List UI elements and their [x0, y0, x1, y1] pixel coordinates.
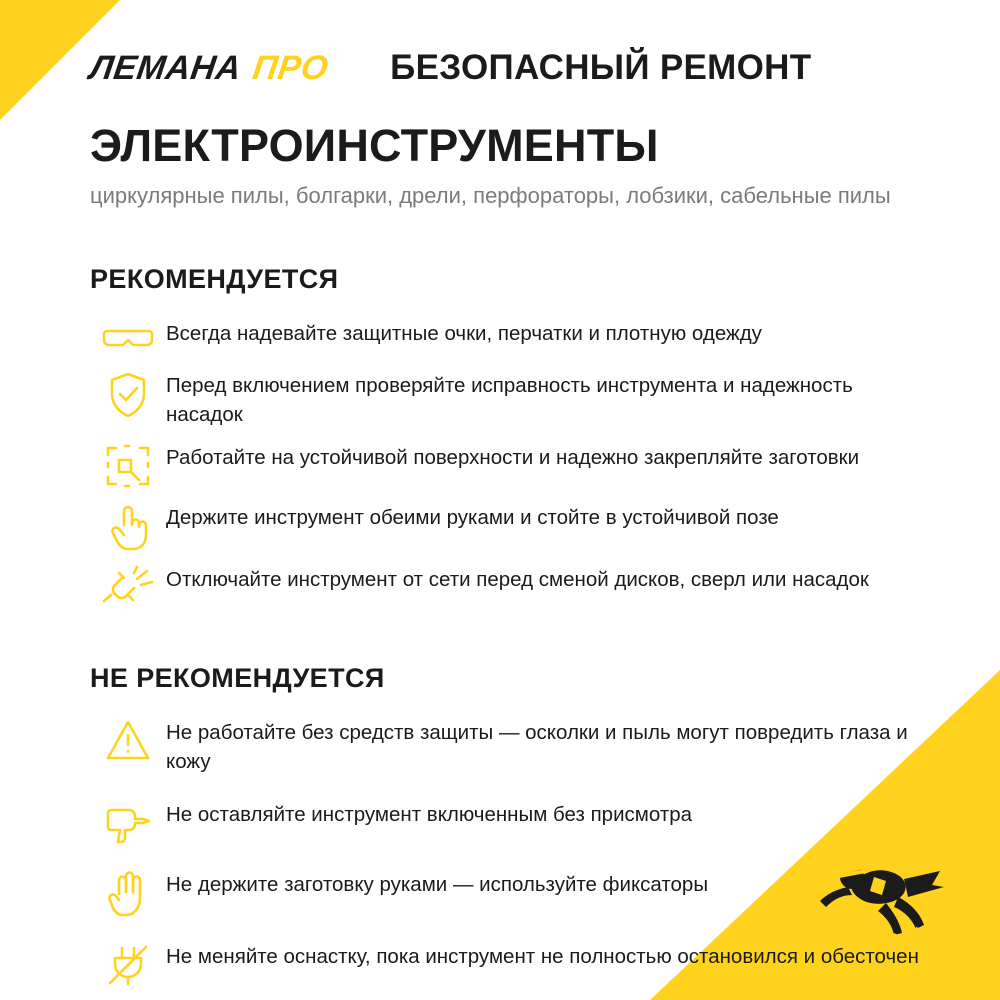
unplug-icon [90, 563, 166, 607]
list-item [90, 441, 970, 489]
warning-triangle-icon [90, 716, 166, 762]
clamp-workpiece-icon [90, 441, 166, 489]
safety-goggles-icon [90, 317, 166, 357]
logo-text-pro: ПРО [250, 48, 331, 87]
open-hand-icon [90, 868, 166, 918]
list-item-text: Работайте на устойчивой поверхности и надежно закрепляйте заготовки [166, 446, 860, 470]
list-item [90, 501, 970, 551]
page-subtitle: циркулярные пилы, болгарки, дрели, перфораторы, лобзики, сабельные пилы [90, 183, 891, 208]
list-item [90, 317, 970, 357]
list-item-text: Отключайте инструмент от сети перед сменой дисков, сверл или насадок [166, 568, 869, 592]
logo-text-main: ЛЕМАНА [87, 48, 244, 87]
list-item [90, 369, 970, 429]
list-item-text: Перед включением проверяйте исправность инструмента и надежность насадок [166, 374, 853, 427]
list-item-text: Всегда надевайте защитные очки, перчатки и плотную одежду [166, 322, 762, 345]
flying-worker-mascot [812, 827, 962, 952]
list-item-text: Не оставляйте инструмент включенным без присмотра [166, 803, 693, 827]
hand-pointing-icon [90, 501, 166, 551]
brand-logo [87, 48, 331, 88]
section-heading-recommended: РЕКОМЕНДУЕТСЯ [90, 264, 339, 294]
header-title: БЕЗОПАСНЫЙ РЕМОНТ [390, 48, 812, 87]
list-item-text: Не меняйте оснастку, пока инструмент не полностью остановился и обесточен [166, 945, 919, 969]
header [87, 40, 960, 96]
list-item [90, 563, 970, 607]
list-item-text: Держите инструмент обеими руками и стойте в устойчивой позе [166, 506, 779, 530]
section-recommended [90, 264, 970, 619]
list-item-text: Не держите заготовку руками — используйте фиксаторы [166, 873, 709, 897]
page-title: ЭЛЕКТРОИНСТРУМЕНТЫ [90, 120, 659, 171]
recommended-list [90, 317, 970, 607]
list-item-text: Не работайте без средств защиты — осколки и пыль могут повредить глаза и кожу [166, 721, 908, 774]
section-heading-not-recommended: НЕ РЕКОМЕНДУЕТСЯ [90, 663, 385, 693]
list-item [90, 716, 970, 776]
drill-icon [90, 798, 166, 846]
plug-crossed-icon [90, 940, 166, 988]
shield-check-icon [90, 369, 166, 419]
